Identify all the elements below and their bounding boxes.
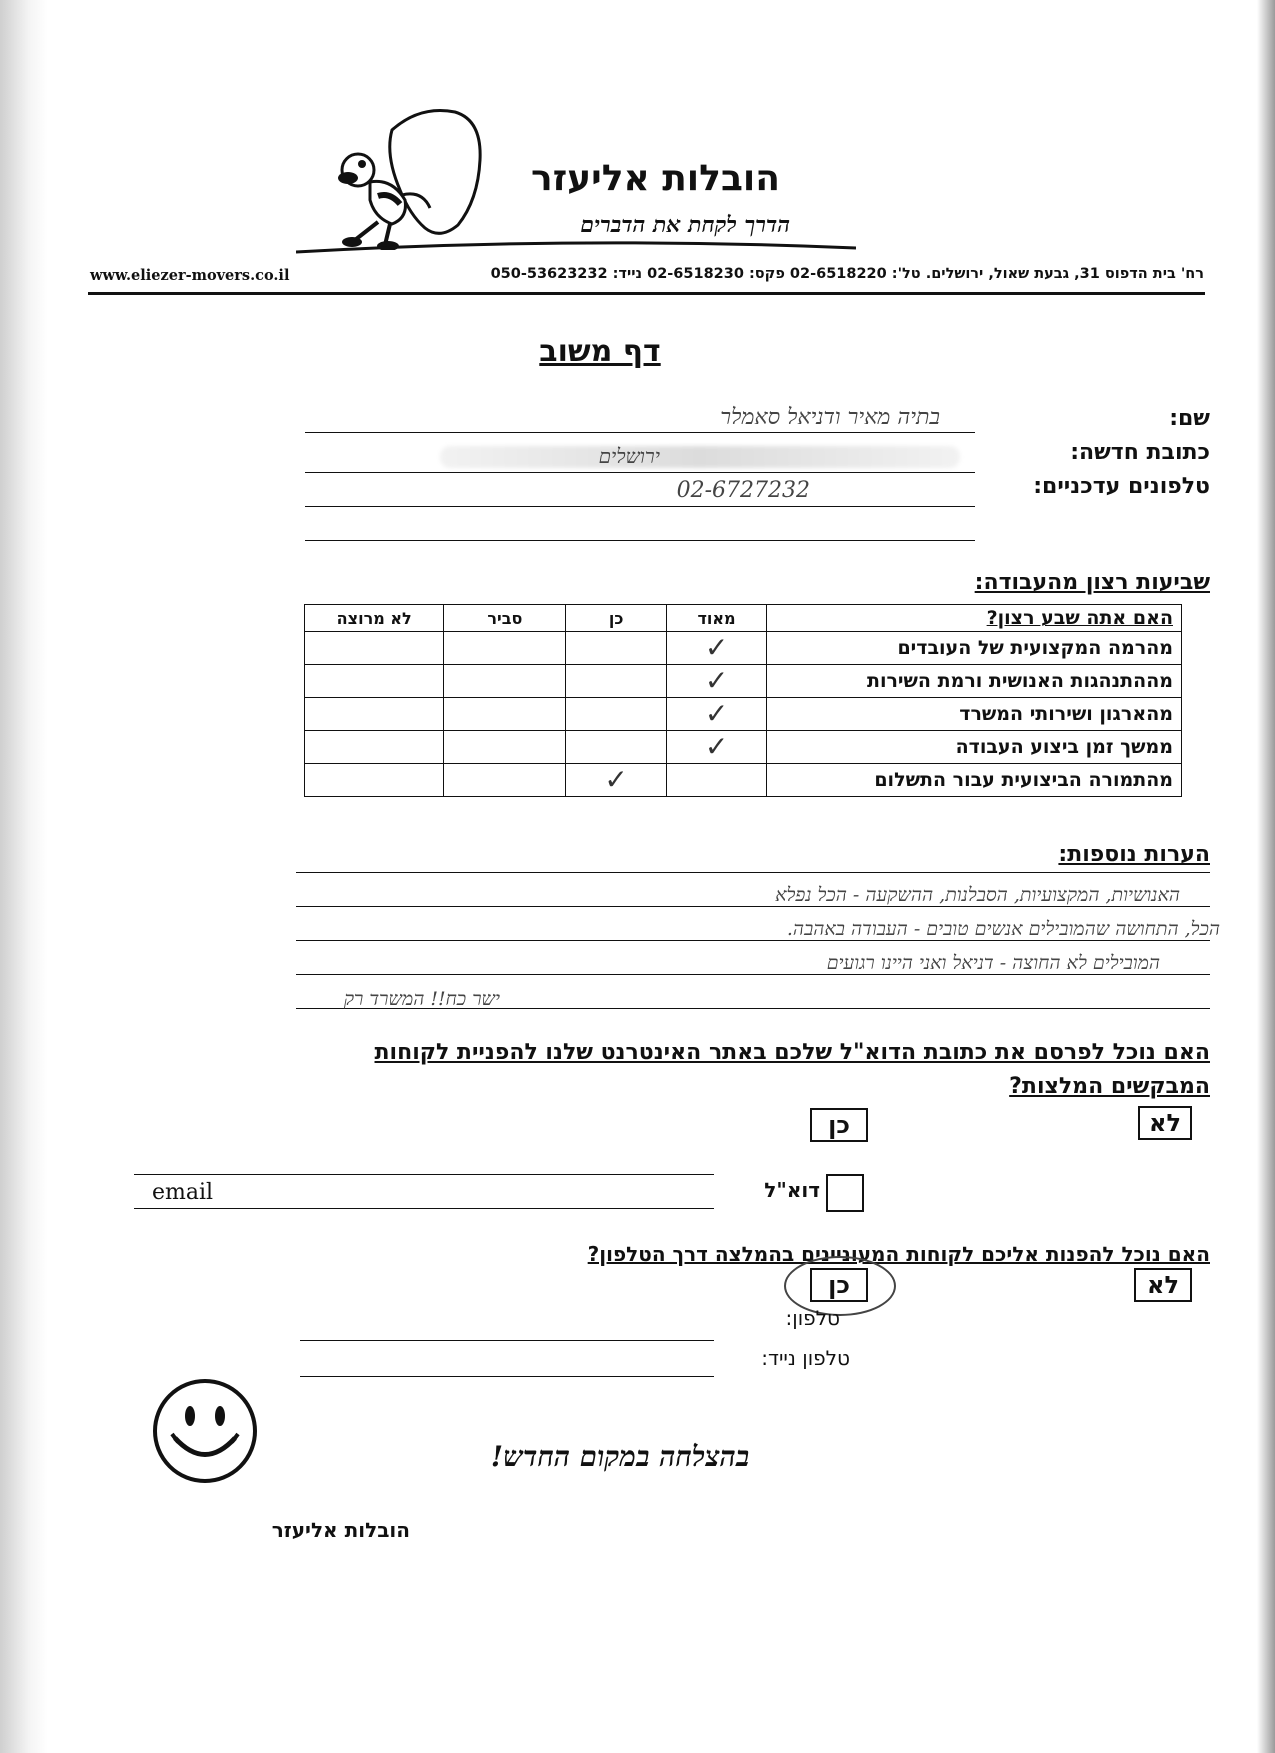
address-redacted xyxy=(440,446,960,468)
phone-referral-question: האם נוכל להפנות אליכם לקוחות המעוניינים בהמלצה דרך הטלפון? xyxy=(587,1242,1210,1266)
col-fair: סביר xyxy=(444,605,566,632)
phones-line xyxy=(305,506,975,507)
cell-unsatisfied[interactable] xyxy=(305,731,444,764)
notes-title: הערות נוספות: xyxy=(1058,842,1210,867)
cell-yes[interactable] xyxy=(566,731,666,764)
notes-text-2[interactable]: הכל, התחושה שהמובילים אנשים טובים - העבודה באהבה. xyxy=(786,918,1220,940)
phone-input-line[interactable] xyxy=(300,1340,714,1341)
smiley-face-icon xyxy=(150,1376,260,1486)
cell-fair[interactable] xyxy=(444,698,566,731)
cell-yes[interactable] xyxy=(566,665,666,698)
cell-fair[interactable] xyxy=(444,632,566,665)
scan-shadow-right xyxy=(1257,0,1275,1753)
scan-shadow-left xyxy=(0,0,48,1753)
row-label: ממשך זמן ביצוע העבודה xyxy=(767,731,1182,764)
phone-yes-checkbox[interactable]: כן xyxy=(810,1268,868,1302)
email-line-bottom xyxy=(134,1208,714,1209)
good-luck-wish: בהצלחה במקום החדש! xyxy=(490,1440,750,1473)
check-mark: ✓ xyxy=(604,763,628,796)
page-title: דף משוב xyxy=(539,334,661,369)
row-label: מההתנהגות האנושית ורמת השירות xyxy=(767,665,1182,698)
address-line: רח' בית הדפוס 31, גבעת שאול, ירושלים. טל': 02-6518220 פקס: 02-6518230 נייד: 050-53623232 xyxy=(490,266,1204,282)
cell-fair[interactable] xyxy=(444,764,566,797)
address-line-field xyxy=(305,472,975,473)
publish-no-checkbox[interactable]: לא xyxy=(1138,1106,1192,1140)
header-rule xyxy=(88,292,1205,295)
notes-text-3[interactable]: המובילים לא החוצה - דניאל ואני היינו רגועים xyxy=(826,952,1160,974)
row-label: מהארגון ושירותי המשרד xyxy=(767,698,1182,731)
website-link[interactable]: www.eliezer-movers.co.il xyxy=(90,267,290,284)
cell-fair[interactable] xyxy=(444,665,566,698)
cell-very[interactable] xyxy=(666,665,766,698)
new-address-label: כתובת חדשה: xyxy=(1070,440,1210,465)
email-checkbox[interactable] xyxy=(826,1174,864,1212)
email-input[interactable]: email xyxy=(152,1180,214,1205)
publish-yes-checkbox[interactable]: כן xyxy=(810,1108,868,1142)
cell-yes[interactable] xyxy=(566,632,666,665)
cell-unsatisfied[interactable] xyxy=(305,632,444,665)
cell-very[interactable] xyxy=(666,698,766,731)
mobile-input-line[interactable] xyxy=(300,1376,714,1377)
name-line xyxy=(305,432,975,433)
check-mark: ✓ xyxy=(704,664,729,697)
row-label: מהרמה המקצועית של העובדים xyxy=(767,632,1182,665)
header-swoosh xyxy=(296,238,856,258)
cell-unsatisfied[interactable] xyxy=(305,698,444,731)
satisfaction-table xyxy=(304,604,1182,797)
footer-signature: הובלות אליעזר xyxy=(271,1518,410,1542)
check-mark: ✓ xyxy=(704,697,729,730)
publish-question-line-1: האם נוכל לפרסם את כתובת הדוא"ל שלכם באתר האינטרנט שלנו להפניית לקוחות xyxy=(374,1040,1210,1065)
address-value[interactable]: ירושלים xyxy=(598,444,660,468)
cell-unsatisfied[interactable] xyxy=(305,665,444,698)
name-label: שם: xyxy=(1169,406,1210,431)
mover-mascot-logo xyxy=(330,100,500,250)
phones-label: טלפונים עדכניים: xyxy=(1033,474,1210,499)
company-name: הובלות אליעזר xyxy=(531,158,780,199)
notes-text-4[interactable]: ישר כח!! המשרד רק xyxy=(343,988,500,1010)
cell-very[interactable] xyxy=(666,764,766,797)
table-row xyxy=(305,665,1182,698)
company-slogan: הדרך לקחת את הדברים xyxy=(580,212,790,238)
check-mark: ✓ xyxy=(704,730,729,763)
check-mark: ✓ xyxy=(704,631,729,664)
cell-very[interactable] xyxy=(666,632,766,665)
table-row xyxy=(305,698,1182,731)
mobile-label: טלפון נייד: xyxy=(761,1346,850,1370)
phones-value[interactable]: 02-6727232 xyxy=(676,478,810,503)
publish-question-line-2: המבקשים המלצות? xyxy=(1009,1074,1210,1099)
cell-fair[interactable] xyxy=(444,731,566,764)
col-very: מאוד xyxy=(666,605,766,632)
phone-label: טלפון: xyxy=(785,1306,840,1330)
table-row xyxy=(305,731,1182,764)
table-row xyxy=(305,632,1182,665)
satisfaction-title: שביעות רצון מהעבודה: xyxy=(974,570,1210,595)
extra-line xyxy=(305,540,975,541)
row-label: מהתמורה הביצועית עבור התשלום xyxy=(767,764,1182,797)
col-unsatisfied: לא מרוצה xyxy=(305,605,444,632)
phone-no-checkbox[interactable]: לא xyxy=(1134,1268,1192,1302)
notes-text-1[interactable]: האנושיות, המקצועיות, הסבלנות, ההשקעה - הכל נפלא xyxy=(775,884,1180,906)
email-label: דוא"ל xyxy=(764,1178,820,1202)
col-yes: כן xyxy=(566,605,666,632)
cell-very[interactable] xyxy=(666,731,766,764)
email-line-top xyxy=(134,1174,714,1175)
table-row xyxy=(305,764,1182,797)
cell-unsatisfied[interactable] xyxy=(305,764,444,797)
name-value[interactable]: בתיה מאיר ודניאל סאמלר xyxy=(720,405,940,430)
cell-yes[interactable] xyxy=(566,698,666,731)
question-header: האם אתה שבע רצון? xyxy=(767,605,1182,632)
notes-line-1 xyxy=(296,872,1210,873)
cell-yes[interactable] xyxy=(566,764,666,797)
